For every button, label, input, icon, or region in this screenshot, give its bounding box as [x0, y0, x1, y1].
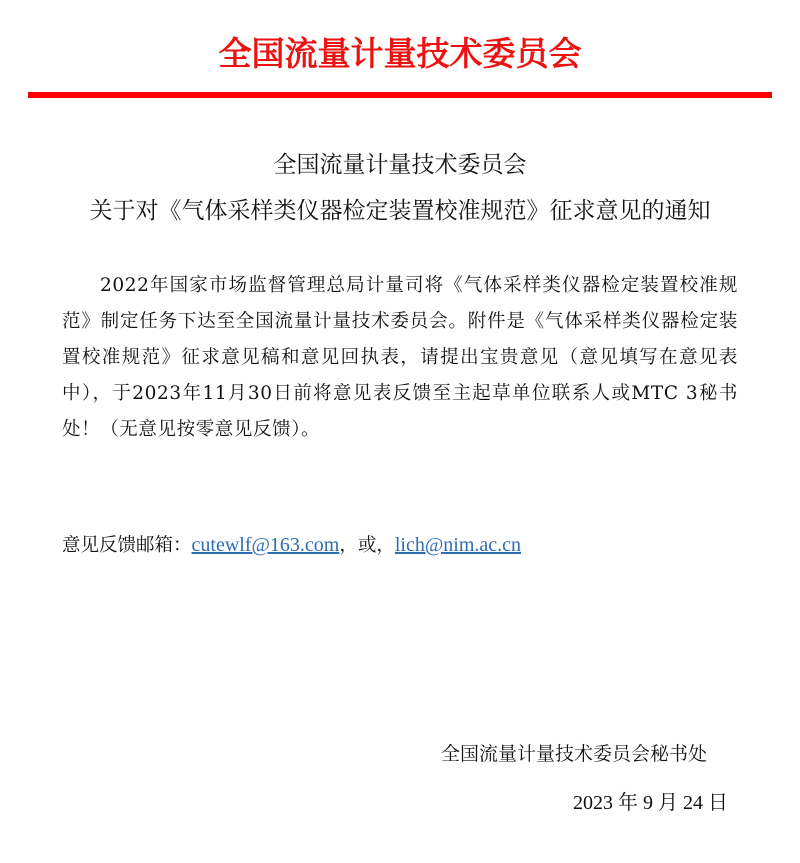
- notice-body-paragraph: 2022年国家市场监督管理总局计量司将《气体采样类仪器检定装置校准规范》制定任务下达至全国流量计量技术委员会。附件是《气体采样类仪器检定装置校准规范》征求意见稿和意见回执表，请提出宝贵意见（意见填写在意见表中），于2023年11月30日前将意见表反馈至主起草单位联系人或MTC 3秘书处！（无意见按零意见反馈）。: [62, 275, 738, 440]
- feedback-label: 意见反馈邮箱：: [62, 535, 192, 556]
- signature-issuer: 全国流量计量技术委员会秘书处: [441, 743, 708, 765]
- email-link-cutewlf[interactable]: cutewlf@163.com: [191, 534, 340, 556]
- letterhead-red-rule: [28, 92, 772, 98]
- notice-title: [0, 142, 800, 234]
- notice-title-org: 全国流量计量技术委员会: [273, 152, 527, 178]
- feedback-email-line: [62, 527, 521, 564]
- notice-title-subject: 关于对《气体采样类仪器检定装置校准规范》征求意见的通知: [89, 198, 711, 224]
- feedback-separator: ，或，: [339, 535, 395, 556]
- signature-date: 2023 年 9 月 24 日: [573, 792, 728, 814]
- letterhead-title: 全国流量计量技术委员会: [218, 34, 582, 73]
- email-link-lich[interactable]: lich@nim.ac.cn: [394, 534, 522, 556]
